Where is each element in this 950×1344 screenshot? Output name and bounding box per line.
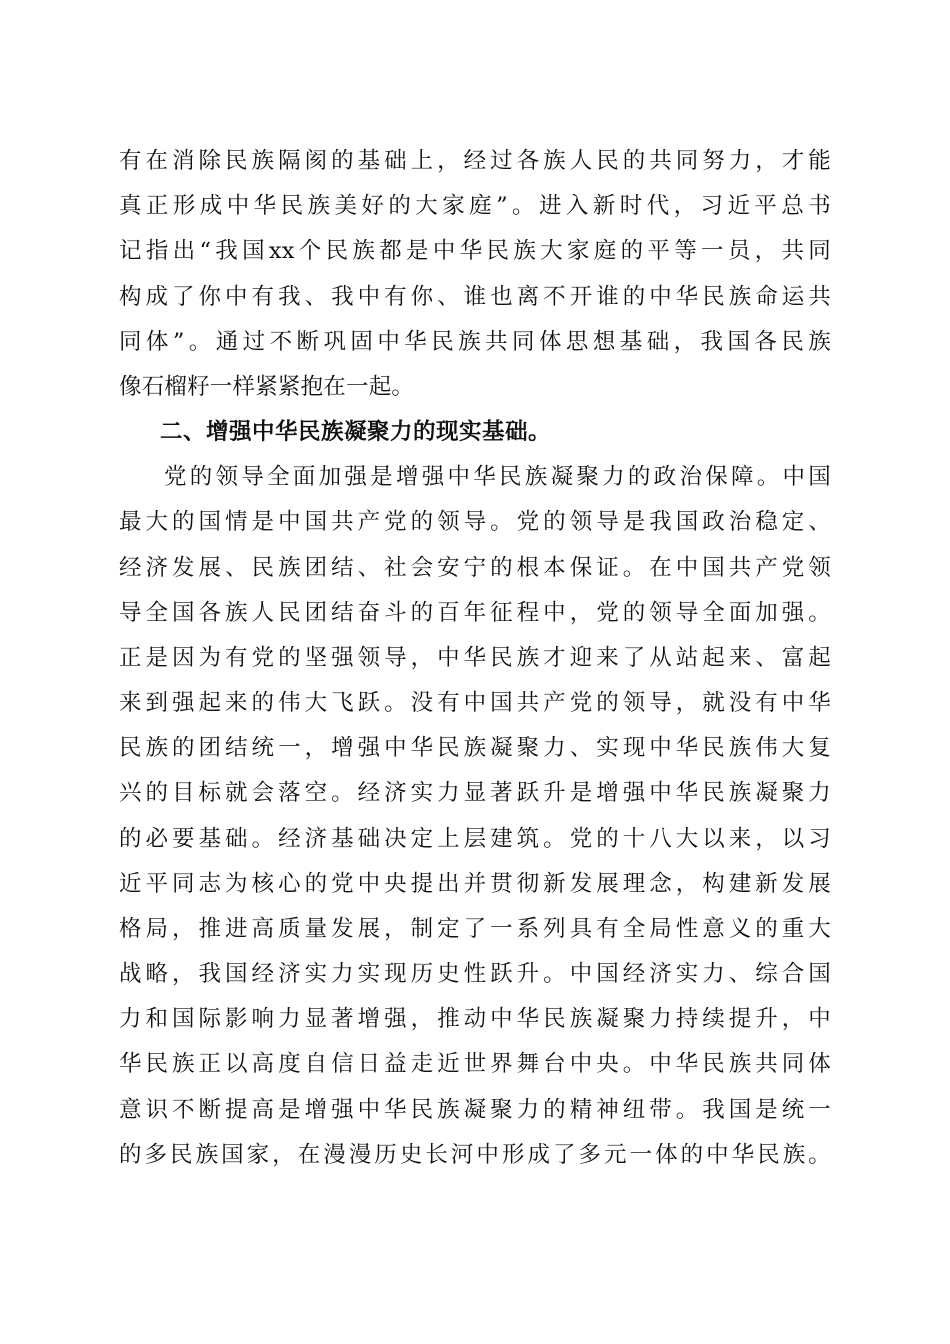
body-text-line: 兴的目标就会落空。经济实力显著跃升是增强中华民族凝聚力 <box>119 780 831 806</box>
body-text-line: 正是因为有党的坚强领导，中华民族才迎来了从站起来、富起 <box>119 645 831 671</box>
body-text-line: 民族的团结统一，增强中华民族凝聚力、实现中华民族伟大复 <box>119 735 831 761</box>
body-text-line: 经济发展、民族团结、社会安宁的根本保证。在中国共产党领 <box>119 555 831 581</box>
body-text-line: 导全国各族人民团结奋斗的百年征程中，党的领导全面加强。 <box>119 600 831 626</box>
body-text-line: 近平同志为核心的党中央提出并贯彻新发展理念，构建新发展 <box>119 871 831 897</box>
body-text-line: 构成了你中有我、我中有你、谁也离不开谁的中华民族命运共 <box>119 284 831 310</box>
body-text-line: 来到强起来的伟大飞跃。没有中国共产党的领导，就没有中华 <box>119 690 831 716</box>
body-text-line: 的必要基础。经济基础决定上层建筑。党的十八大以来，以习 <box>119 826 831 852</box>
body-text-line: 华民族正以高度自信日益走近世界舞台中央。中华民族共同体 <box>119 1051 831 1077</box>
body-text-line: 格局，推进高质量发展，制定了一系列具有全局性意义的重大 <box>119 916 831 942</box>
body-text-line: 同体”。通过不断巩固中华民族共同体思想基础，我国各民族 <box>119 329 831 355</box>
paragraph-first-line: 党的领导全面加强是增强中华民族凝聚力的政治保障。中国 <box>164 464 831 490</box>
body-text-line: 像石榴籽一样紧紧抱在一起。 <box>119 374 415 400</box>
body-text-line: 战略，我国经济实力实现历史性跃升。中国经济实力、综合国 <box>119 961 831 987</box>
body-text-line: 力和国际影响力显著增强，推动中华民族凝聚力持续提升，中 <box>119 1006 831 1032</box>
body-text-line: 的多民族国家，在漫漫历史长河中形成了多元一体的中华民族。 <box>119 1142 831 1168</box>
body-text-line: 有在消除民族隔阂的基础上，经过各族人民的共同努力，才能 <box>119 148 831 174</box>
body-text-line: 记指出“我国xx个民族都是中华民族大家庭的平等一员，共同 <box>119 238 831 264</box>
body-text-line: 意识不断提高是增强中华民族凝聚力的精神纽带。我国是统一 <box>119 1097 831 1123</box>
body-text-line: 真正形成中华民族美好的大家庭”。进入新时代，习近平总书 <box>119 193 831 219</box>
section-heading: 二、增强中华民族凝聚力的现实基础。 <box>160 419 552 445</box>
body-text-line: 最大的国情是中国共产党的领导。党的领导是我国政治稳定、 <box>119 509 831 535</box>
